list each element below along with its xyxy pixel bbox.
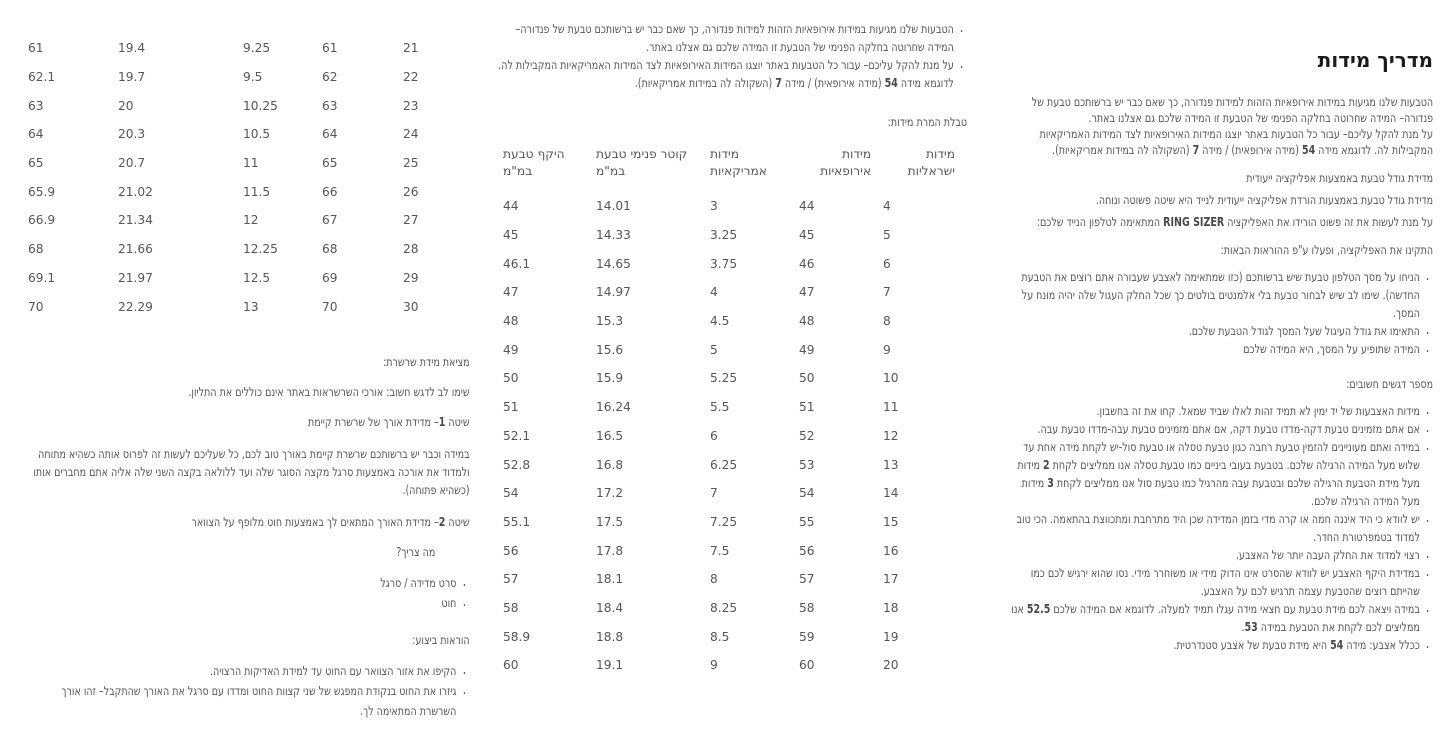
table-cell: 20.3 bbox=[118, 127, 146, 142]
text-segment: חוט bbox=[441, 595, 457, 610]
table-cell: 30 bbox=[403, 299, 419, 314]
table-row bbox=[495, 249, 967, 278]
table-cell: 68 bbox=[28, 242, 44, 257]
table-cell: 21.66 bbox=[118, 242, 153, 257]
column-header-circumference bbox=[495, 146, 596, 192]
table-row bbox=[495, 221, 967, 250]
table-cell: 28 bbox=[403, 242, 419, 257]
table-cell: 18.1 bbox=[596, 572, 624, 587]
size-table-body bbox=[495, 192, 967, 680]
text-segment: מידות מעל מידת הטבעת הרגילה שלכם ובטבעת עבה מהרגיל כמו טבעת סול אנו ממליצים לקחת bbox=[1017, 458, 1420, 490]
table-cell: 12 bbox=[243, 213, 259, 228]
text-segment: 54 bbox=[1329, 638, 1344, 652]
table-cell: 22.29 bbox=[118, 299, 153, 314]
notes-list bbox=[1007, 402, 1433, 654]
table-cell: 14.65 bbox=[596, 256, 631, 271]
list-item bbox=[495, 20, 954, 56]
table-cell: 61 bbox=[28, 41, 44, 56]
table-cell: 65.9 bbox=[28, 184, 56, 199]
table-cell: 64 bbox=[28, 127, 44, 142]
table-cell: 22 bbox=[403, 70, 419, 85]
middle-intro-list-wrap bbox=[495, 20, 967, 92]
table-cell: 60 bbox=[503, 658, 519, 673]
list-item bbox=[1007, 322, 1420, 340]
table-cell: 14.97 bbox=[596, 285, 631, 300]
table-cell: 4 bbox=[710, 285, 718, 300]
table-cell: 14.01 bbox=[596, 199, 631, 214]
table-cell: 61 bbox=[322, 41, 338, 56]
column-header-european-sizes: מידות אירופאיות bbox=[820, 147, 871, 178]
table-cell: 19 bbox=[883, 629, 899, 644]
page-title: מדריך מידות bbox=[1317, 48, 1433, 72]
table-cell: 55 bbox=[799, 514, 815, 529]
text-segment: 2 bbox=[1042, 458, 1050, 472]
table-cell: 8.25 bbox=[710, 600, 738, 615]
intro-paragraphs bbox=[1007, 94, 1433, 158]
text-segment: 3 bbox=[1047, 476, 1054, 490]
table-cell: 11 bbox=[883, 400, 899, 415]
list-item bbox=[1007, 510, 1420, 546]
text-segment: היא מידת טבעת של אצבע סטנדרטית. bbox=[1173, 638, 1330, 652]
table-row bbox=[495, 192, 967, 221]
text-segment: הטבעות שלנו מגיעות במידות אירופאיות הזהות למידות פנדורה, כך שאם כבר יש ברשותכם טבעת של פנדורה– המידה שחרוטה בחלקה הפנימי של הטבעת זו המידה שלכם גם אצלנו באתר. bbox=[515, 22, 954, 54]
table-cell: 15 bbox=[883, 514, 899, 529]
table-row bbox=[495, 622, 967, 651]
table-cell: 69.1 bbox=[28, 270, 56, 285]
table-row bbox=[28, 34, 470, 63]
list-item bbox=[1007, 268, 1420, 322]
chain-size-section bbox=[28, 353, 470, 721]
table-cell: 20.7 bbox=[118, 156, 146, 171]
table-row bbox=[495, 594, 967, 623]
table-cell: 7.5 bbox=[710, 543, 730, 558]
table-cell: 14.33 bbox=[596, 228, 631, 243]
method2-heading bbox=[28, 513, 470, 531]
text-segment: אם אתם מזמינים טבעת דקה-מדדו טבעת דקה, אם אתם מזמינים טבעת עבה-מדדו טבעת עבה. bbox=[1037, 422, 1420, 436]
table-cell: 9.5 bbox=[243, 70, 263, 85]
intro-paragraph-2 bbox=[1007, 126, 1433, 158]
list-item bbox=[1007, 402, 1420, 420]
table-row bbox=[28, 149, 470, 178]
table-cell: 24 bbox=[403, 127, 419, 142]
table-cell: 46 bbox=[799, 256, 815, 271]
text-segment: על מנת להקל עליכם– עבור כל הטבעות באתר יוצגו המידות האירופאיות לצד המידות האמריקאיות המקבילות לה. לדוגמא מידה bbox=[1039, 127, 1433, 157]
app-paragraph-1-wrap bbox=[1007, 192, 1433, 208]
table-cell: 8 bbox=[710, 572, 718, 587]
table-cell: 8.5 bbox=[710, 629, 730, 644]
table-cell: 8 bbox=[883, 314, 891, 329]
table-row bbox=[28, 206, 470, 235]
text-segment: במידה ויצאה לכם מידת טבעת עם חצאי מידה עגלו תמיד למעלה. לדוגמא אם המידה שלכם bbox=[1050, 602, 1420, 616]
table-cell: 29 bbox=[403, 270, 419, 285]
table-cell: 55.1 bbox=[503, 514, 531, 529]
table-cell: 48 bbox=[799, 314, 815, 329]
table-cell: 5.25 bbox=[710, 371, 738, 386]
size-table-header bbox=[495, 146, 967, 192]
text-segment: מידות האצבעות של יד ימין לא תמיד זהות לאלו שביד שמאל. קחו את זה בחשבון. bbox=[1096, 404, 1420, 418]
table-cell: 47 bbox=[799, 285, 815, 300]
table-row bbox=[28, 91, 470, 120]
table-cell: 25 bbox=[403, 156, 419, 171]
table-row bbox=[28, 264, 470, 293]
text-segment: המידה שתופיע על המסך, היא המידה שלכם bbox=[1243, 342, 1420, 356]
table-cell: 9 bbox=[710, 658, 718, 673]
text-segment: שיטה bbox=[445, 414, 470, 429]
table-cell: 67 bbox=[322, 213, 338, 228]
text-segment: – מדידת אורך של שרשרת קיימת bbox=[308, 414, 440, 429]
table-cell: 58 bbox=[799, 600, 815, 615]
table-cell: 48 bbox=[503, 314, 519, 329]
table-row bbox=[495, 536, 967, 565]
table-cell: 65 bbox=[28, 156, 44, 171]
table-cell: 4.5 bbox=[710, 314, 730, 329]
table-row bbox=[495, 422, 967, 451]
table-cell: 11.5 bbox=[243, 184, 271, 199]
needs-list bbox=[28, 573, 470, 613]
table-cell: 7 bbox=[883, 285, 891, 300]
table-cell: 56 bbox=[503, 543, 519, 558]
table-cell: 68 bbox=[322, 242, 338, 257]
table-cell: 6 bbox=[710, 428, 718, 443]
table-row bbox=[28, 63, 470, 92]
table-row bbox=[28, 292, 470, 321]
table-cell: 54 bbox=[799, 486, 815, 501]
text-segment: 54 bbox=[1301, 143, 1316, 157]
table-cell: 17.5 bbox=[596, 514, 624, 529]
table-cell: 17.2 bbox=[596, 486, 624, 501]
table-cell: 14 bbox=[883, 486, 899, 501]
table-cell: 15.3 bbox=[596, 314, 624, 329]
table-cell: 16.24 bbox=[596, 400, 631, 415]
app-paragraph-3: התקינו את האפליקציה, ופעלו ע"פ ההוראות הבאות: bbox=[1220, 243, 1433, 257]
table-cell: 50 bbox=[503, 371, 519, 386]
app-paragraph-2-wrap bbox=[1007, 214, 1433, 230]
table-title-wrap bbox=[495, 114, 967, 130]
table-cell: 51 bbox=[503, 400, 519, 415]
instructions-list bbox=[28, 661, 470, 721]
table-cell: 23 bbox=[403, 98, 419, 113]
table-cell: 5 bbox=[710, 342, 718, 357]
table-cell: 16.8 bbox=[596, 457, 624, 472]
size-table-header-row bbox=[495, 146, 967, 192]
table-cell: 56 bbox=[799, 543, 815, 558]
table-cell: 5.5 bbox=[710, 400, 730, 415]
table-cell: 6.25 bbox=[710, 457, 738, 472]
text-segment: שיטה bbox=[445, 514, 470, 529]
table-cell: 69 bbox=[322, 270, 338, 285]
text-segment: על מנת להקל עליכם– עבור כל הטבעות באתר יוצגו המידות האירופאיות לצד המידות האמריקאיות המקבילות לה. לדוגמא מידה bbox=[498, 58, 954, 90]
table-row bbox=[495, 278, 967, 307]
table-cell: 53 bbox=[799, 457, 815, 472]
table-cell: 18 bbox=[883, 600, 899, 615]
list-item bbox=[1007, 340, 1420, 358]
table-cell: 21 bbox=[403, 41, 419, 56]
chain-note: שימו לב לדגש חשוב: אורכי השרשראות באתר אינם כוללים את התליון. bbox=[188, 384, 470, 399]
table-cell: 60 bbox=[799, 658, 815, 673]
text-segment: (מידה אירופאית) / מידה bbox=[1199, 143, 1302, 157]
table-cell: 6 bbox=[883, 256, 891, 271]
table-cell: 11 bbox=[243, 156, 259, 171]
table-cell: 59 bbox=[799, 629, 815, 644]
table-cell: 18.8 bbox=[596, 629, 624, 644]
chain-section-heading: מציאת מידת שרשרת: bbox=[383, 354, 470, 369]
table-row bbox=[495, 393, 967, 422]
app-paragraph-3-wrap bbox=[1007, 242, 1433, 258]
app-paragraph-1: מדידת גודל טבעת באמצעות הורדת אפליקציה ייעודית לנייד היא שיטה פשוטה ונוחה. bbox=[1095, 193, 1433, 207]
table-cell: 65 bbox=[322, 156, 338, 171]
table-cell: 49 bbox=[799, 342, 815, 357]
table-cell: 12.25 bbox=[243, 242, 278, 257]
table-cell: 58 bbox=[503, 600, 519, 615]
size-conversion-table bbox=[495, 146, 967, 680]
table-cell: 45 bbox=[799, 228, 815, 243]
app-section-heading-wrap bbox=[1007, 170, 1433, 186]
table-cell: 47 bbox=[503, 285, 519, 300]
table-cell: 64 bbox=[322, 127, 338, 142]
table-cell: 17 bbox=[883, 572, 899, 587]
table-row bbox=[495, 508, 967, 537]
table-cell: 63 bbox=[322, 98, 338, 113]
chain-guide-column bbox=[28, 34, 470, 721]
notes-list-wrap bbox=[1007, 402, 1433, 654]
list-item bbox=[1007, 420, 1420, 438]
text-segment: מידות מעל המידה הרגילה שלכם. bbox=[1021, 476, 1420, 508]
list-item bbox=[1007, 600, 1420, 636]
table-cell: 15.9 bbox=[596, 371, 624, 386]
table-row bbox=[28, 235, 470, 264]
method1-heading bbox=[28, 413, 470, 431]
list-item bbox=[28, 573, 457, 593]
table-cell: 58.9 bbox=[503, 629, 531, 644]
table-cell: 63 bbox=[28, 98, 44, 113]
list-item bbox=[28, 681, 457, 721]
table-cell: 3.25 bbox=[710, 228, 738, 243]
table-cell: 9 bbox=[883, 342, 891, 357]
table-cell: 18.4 bbox=[596, 600, 624, 615]
list-item bbox=[28, 593, 457, 613]
text-segment: סרט מדידה / סרגל bbox=[380, 575, 457, 590]
table-cell: 66.9 bbox=[28, 213, 56, 228]
table-cell: 12.5 bbox=[243, 270, 271, 285]
table-cell: 16.5 bbox=[596, 428, 624, 443]
list-item bbox=[1007, 438, 1420, 510]
table-row bbox=[495, 651, 967, 680]
app-instructions-list-wrap bbox=[1007, 268, 1433, 358]
list-item bbox=[1007, 636, 1420, 654]
table-cell: 27 bbox=[403, 213, 419, 228]
table-cell: 19.7 bbox=[118, 70, 146, 85]
table-cell: 50 bbox=[799, 371, 815, 386]
text-segment: 54 bbox=[884, 76, 898, 90]
table-cell: 45 bbox=[503, 228, 519, 243]
column-header-circumference-label: היקף טבעת במ"מ bbox=[503, 147, 565, 178]
text-segment: (השקולה לה במידות אמריקאיות). bbox=[1051, 143, 1193, 157]
table-cell: 13 bbox=[883, 457, 899, 472]
table-cell: 62.1 bbox=[28, 70, 56, 85]
text-segment: (השקולה לה במידות אמריקאיות). bbox=[634, 76, 776, 90]
table-cell: 70 bbox=[322, 299, 338, 314]
text-segment: 1 bbox=[439, 414, 446, 429]
text-segment: התאימו את גודל העיגול שעל המסך לגודל הטבעת שלכם. bbox=[1188, 324, 1420, 338]
table-cell: 20 bbox=[883, 658, 899, 673]
table-cell: 20 bbox=[118, 98, 134, 113]
table-row bbox=[495, 565, 967, 594]
table-cell: 4 bbox=[883, 199, 891, 214]
table-cell: 52 bbox=[799, 428, 815, 443]
method1-paragraph: במידה וכבר יש ברשותכם שרשרת קיימת באורך טוב לכם, כל שעליכם לעשות זה לפרוס אותה כשהיא מתוחה ולמדוד את אורכה באמצעות סרגל מקצה הסוגר שלה ועד ללולאה בקצה השני שלה אליה אתם מחברים אותו (כשהיא פתוחה). bbox=[33, 446, 470, 497]
text-segment: במדידת היקף האצבע יש לוודא שהסרט אינו הדוק מידי או משוחרר מידי. נסו שהוא ירגיש לכם כמו שהייתם רוצים שהטבעת עצמה תרגיש לכם על האצבע. bbox=[1030, 566, 1420, 598]
text-segment: על מנת לעשות את זה פשוט הורידו את האפליקציה bbox=[1224, 215, 1433, 229]
text-segment: 53 bbox=[1244, 620, 1258, 634]
text-segment: הטבעות שלנו מגיעות במידות אירופאיות הזהות למידות פנדורה, כך שאם כבר יש ברשותכם טבעת של פנדורה– המידה שחרוטה בחלקה הפנימי של הטבעת זו המידה שלכם גם אצלנו באתר. bbox=[1031, 95, 1433, 125]
table-cell: 52.8 bbox=[503, 457, 531, 472]
app-instructions-list bbox=[1007, 268, 1433, 358]
table-cell: 10 bbox=[883, 371, 899, 386]
column-header-israeli-sizes: מידות ישראליות bbox=[907, 147, 955, 178]
middle-intro-list bbox=[495, 20, 967, 92]
table-cell: 3.75 bbox=[710, 256, 738, 271]
table-cell: 7 bbox=[710, 486, 718, 501]
conversion-table-column bbox=[495, 20, 967, 680]
text-segment: 7 bbox=[775, 76, 782, 90]
table-cell: 5 bbox=[883, 228, 891, 243]
list-item bbox=[495, 56, 954, 92]
table-row bbox=[495, 335, 967, 364]
table-cell: 3 bbox=[710, 199, 718, 214]
table-cell: 57 bbox=[503, 572, 519, 587]
intro-paragraph-1 bbox=[1007, 94, 1433, 126]
table-cell: 21.34 bbox=[118, 213, 153, 228]
table-cell: 17.8 bbox=[596, 543, 624, 558]
table-cell: 21.02 bbox=[118, 184, 153, 199]
notes-heading-wrap bbox=[1007, 376, 1433, 392]
text-segment: ככלל אצבע: מידה bbox=[1343, 638, 1420, 652]
table-cell: 54 bbox=[503, 486, 519, 501]
table-cell: 57 bbox=[799, 572, 815, 587]
table-row bbox=[495, 307, 967, 336]
needs-heading: מה צריך? bbox=[396, 544, 436, 559]
table-cell: 10.25 bbox=[243, 98, 278, 113]
text-segment: במידה ואתם מעוניינים להזמין טבעת רחבה כגון טבעת טסלה או טבעת סול-יש לקחת מידה אחת עד שלוש מעל המידה הרגילה שלכם. בטבעת בעובי ביניים כמו טבעת טסלה אנו ממליצים לקחת bbox=[1023, 440, 1420, 472]
list-item bbox=[1007, 564, 1420, 600]
table-row bbox=[495, 450, 967, 479]
text-segment: רצוי למדוד את החלק העבה יותר של האצבע. bbox=[1235, 548, 1420, 562]
table-cell: 62 bbox=[322, 70, 338, 85]
table-cell: 44 bbox=[799, 199, 815, 214]
table-cell: 44 bbox=[503, 199, 519, 214]
notes-heading: מספר דגשים חשובים: bbox=[1346, 377, 1433, 391]
table-cell: 9.25 bbox=[243, 41, 271, 56]
table-cell: 10.5 bbox=[243, 127, 271, 142]
text-segment: המתאימה לטלפון הנייד שלכם: bbox=[1036, 215, 1164, 229]
main-guide-column bbox=[1007, 46, 1433, 654]
table-cell: 51 bbox=[799, 400, 815, 415]
table-cell: 66 bbox=[322, 184, 338, 199]
list-item bbox=[28, 661, 457, 681]
table-cell: 26 bbox=[403, 184, 419, 199]
table-row bbox=[28, 177, 470, 206]
list-item bbox=[1007, 546, 1420, 564]
size-table-continued-body bbox=[28, 34, 470, 321]
table-row bbox=[495, 364, 967, 393]
column-header-inner-diameter: קוטר פנימי טבעת במ"מ bbox=[596, 147, 688, 178]
text-segment: הקיפו את אזור הצוואר עם החוט עד למידת האדיקות הרצויה. bbox=[210, 663, 457, 678]
table-cell: 19.1 bbox=[596, 658, 624, 673]
table-cell: 70 bbox=[28, 299, 44, 314]
text-segment: גיזרו את החוט בנקודת המפגש של שני קצוות החוט ומדדו עם סרגל את האורך שהתקבל– זהו אורך השרשרת המתאימה לך. bbox=[61, 683, 457, 718]
text-segment: 2 bbox=[439, 514, 446, 529]
text-segment: – מדידת האורך המתאים לך באמצעות חוט מלופף על הצוואר bbox=[191, 514, 440, 529]
table-cell: 49 bbox=[503, 342, 519, 357]
text-segment: אנו ממליצים לכם לקחת את הטבעת במידה bbox=[1011, 602, 1420, 634]
text-segment: 7 bbox=[1192, 143, 1200, 157]
table-cell: 19.4 bbox=[118, 41, 146, 56]
text-segment: 52.5 bbox=[1026, 602, 1051, 616]
table-cell: 7.25 bbox=[710, 514, 738, 529]
app-section-heading: מדידת גודל טבעת באמצעות אפליקציה ייעודית bbox=[1246, 171, 1433, 185]
app-paragraph-2 bbox=[1007, 214, 1433, 230]
table-cell: 21.97 bbox=[118, 270, 153, 285]
table-cell: 13 bbox=[243, 299, 259, 314]
text-segment: (מידה אירופאית) / מידה bbox=[781, 76, 885, 90]
text-segment: RING SIZER bbox=[1163, 215, 1225, 229]
table-row bbox=[495, 479, 967, 508]
column-header-american-sizes: מידות אמריקאיות bbox=[710, 147, 767, 178]
size-conversion-table-continued bbox=[28, 34, 470, 321]
text-segment: . bbox=[1241, 620, 1245, 634]
table-cell: 52.1 bbox=[503, 428, 531, 443]
table-cell: 12 bbox=[883, 428, 899, 443]
text-segment: יש לוודא כי היד איננה חמה או קרה מדי בזמן המדידה שכן היד מתרחבת ומתכווצת בהתאמה. הכי טוב למדוד בטמפרטורת החדר. bbox=[1016, 512, 1420, 544]
table-title: טבלת המרת מידות: bbox=[887, 115, 967, 129]
table-cell: 15.6 bbox=[596, 342, 624, 357]
text-segment: הניחו על מסך הטלפון טבעת שיש ברשותכם (כזו שמתאימה לאצבע שעבורה אתם רוצים את הטבעת החדשה). שימו לב שיש לבחור טבעת בלי אלמנטים בולטים כך שכל החלק העגול שלה יהיה מונח על המסך. bbox=[1021, 270, 1420, 320]
instructions-heading: הוראות ביצוע: bbox=[412, 632, 470, 647]
table-cell: 16 bbox=[883, 543, 899, 558]
table-row bbox=[28, 120, 470, 149]
table-cell: 46.1 bbox=[503, 256, 531, 271]
